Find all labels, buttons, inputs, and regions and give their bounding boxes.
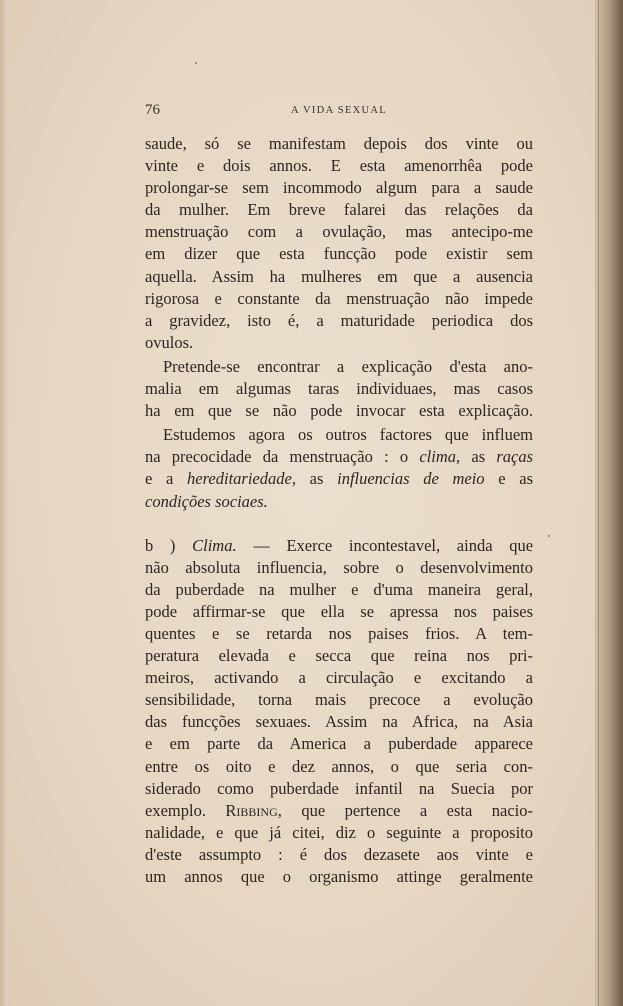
text-line: Pretende-se encontrar a explicação d'esta ano- (163, 356, 533, 376)
text-line: entre os oito e dez annos, o que seria con- (145, 756, 533, 776)
section-label: b ) (145, 535, 176, 555)
text-run: e as (498, 469, 533, 489)
text-line: da mulher. Em breve falarei das relações da (145, 200, 533, 220)
paper-speck (195, 62, 197, 64)
text-line: sensibilidade, torna mais precoce a evolução (145, 690, 533, 710)
italic-term: clima, (419, 447, 461, 467)
body-text (145, 133, 533, 888)
text-line: saude, só se manifestam depois dos vinte ou (145, 134, 533, 153)
page-fold-line (598, 0, 599, 1006)
author-name: Ribbing, (225, 800, 282, 820)
section-spacer (145, 513, 533, 535)
text-line: ovulos. (145, 332, 194, 352)
text-line: pode affirmar-se que ella se apressa nos paises (145, 601, 533, 621)
text-line: das funcções sexuaes. Assim na Africa, na Asia (145, 712, 533, 732)
text-line: meiros, activando a circulação e excitando a (145, 668, 533, 688)
paragraph (145, 424, 533, 512)
text-line: peratura elevada e secca que reina nos pri- (145, 646, 533, 666)
text-line: rigorosa e constante da menstruação não impede (145, 288, 533, 308)
italic-term: hereditariedade, (187, 469, 296, 489)
text-line (145, 446, 533, 468)
text-line: e em parte da America a puberdade apparece (145, 734, 533, 754)
text-line: vinte e dois annos. E esta amenorrhêa pode (145, 156, 533, 176)
page-left-edge (0, 0, 8, 1006)
text-run: as (471, 447, 486, 467)
text-run: e a (145, 469, 174, 489)
text-line: aquella. Assim ha mulheres em que a ausencia (145, 266, 533, 286)
text-line: ha em que se não pode invocar esta explicação. (145, 401, 533, 421)
italic-term: raças (496, 447, 533, 467)
text-line: Estudemos agora os outros factores que influem (163, 425, 533, 445)
text-line: quentes e se retarda nos paises frios. A tem- (145, 623, 533, 643)
text-line: não absoluta influencia, sobre o desenvolvimento (145, 557, 533, 577)
text-line (145, 468, 533, 490)
text-line: em dizer que esta funcção pode existir sem (145, 244, 533, 264)
text-line: siderado como puberdade infantil na Suecia por (145, 778, 533, 798)
text-line: nalidade, e que já citei, diz o seguinte a proposito (145, 822, 533, 842)
paragraph (145, 356, 533, 422)
text-line: prolongar-se sem incommodo algum para a saude (145, 178, 533, 198)
text-line: malia em algumas taras individuaes, mas casos (145, 379, 533, 399)
text-line (145, 491, 533, 513)
text-line (145, 535, 533, 557)
page-header (145, 102, 533, 126)
text-run: exemplo. (145, 800, 206, 820)
page-number: 76 (145, 102, 160, 118)
text-line: da puberdade na mulher e d'uma maneira geral, (145, 579, 533, 599)
text-line: a gravidez, isto é, a maturidade periodica dos (145, 310, 533, 330)
text-line: um annos que o organismo attinge geralmente (145, 867, 533, 886)
paper-speck (548, 535, 550, 537)
text-run: que pertence a esta nacio- (301, 800, 533, 820)
text-run: as (309, 469, 324, 489)
italic-term: condições sociaes. (145, 491, 268, 511)
text-line: menstruação com a ovulação, mas antecipo-me (145, 222, 533, 242)
page-gutter-shadow (595, 0, 623, 1006)
section-title: Clima. (192, 535, 237, 555)
text-run: na precocidade da menstruação : o (145, 447, 409, 467)
italic-term: influencias de meio (337, 469, 485, 489)
paragraph (145, 133, 533, 354)
text-line (145, 800, 533, 822)
text-run: — Exerce incontestavel, ainda que (253, 535, 533, 555)
running-head: A VIDA SEXUAL (290, 105, 388, 116)
section-clima (145, 535, 533, 889)
text-line: d'este assumpto : é dos dezasete aos vinte e (145, 844, 533, 864)
